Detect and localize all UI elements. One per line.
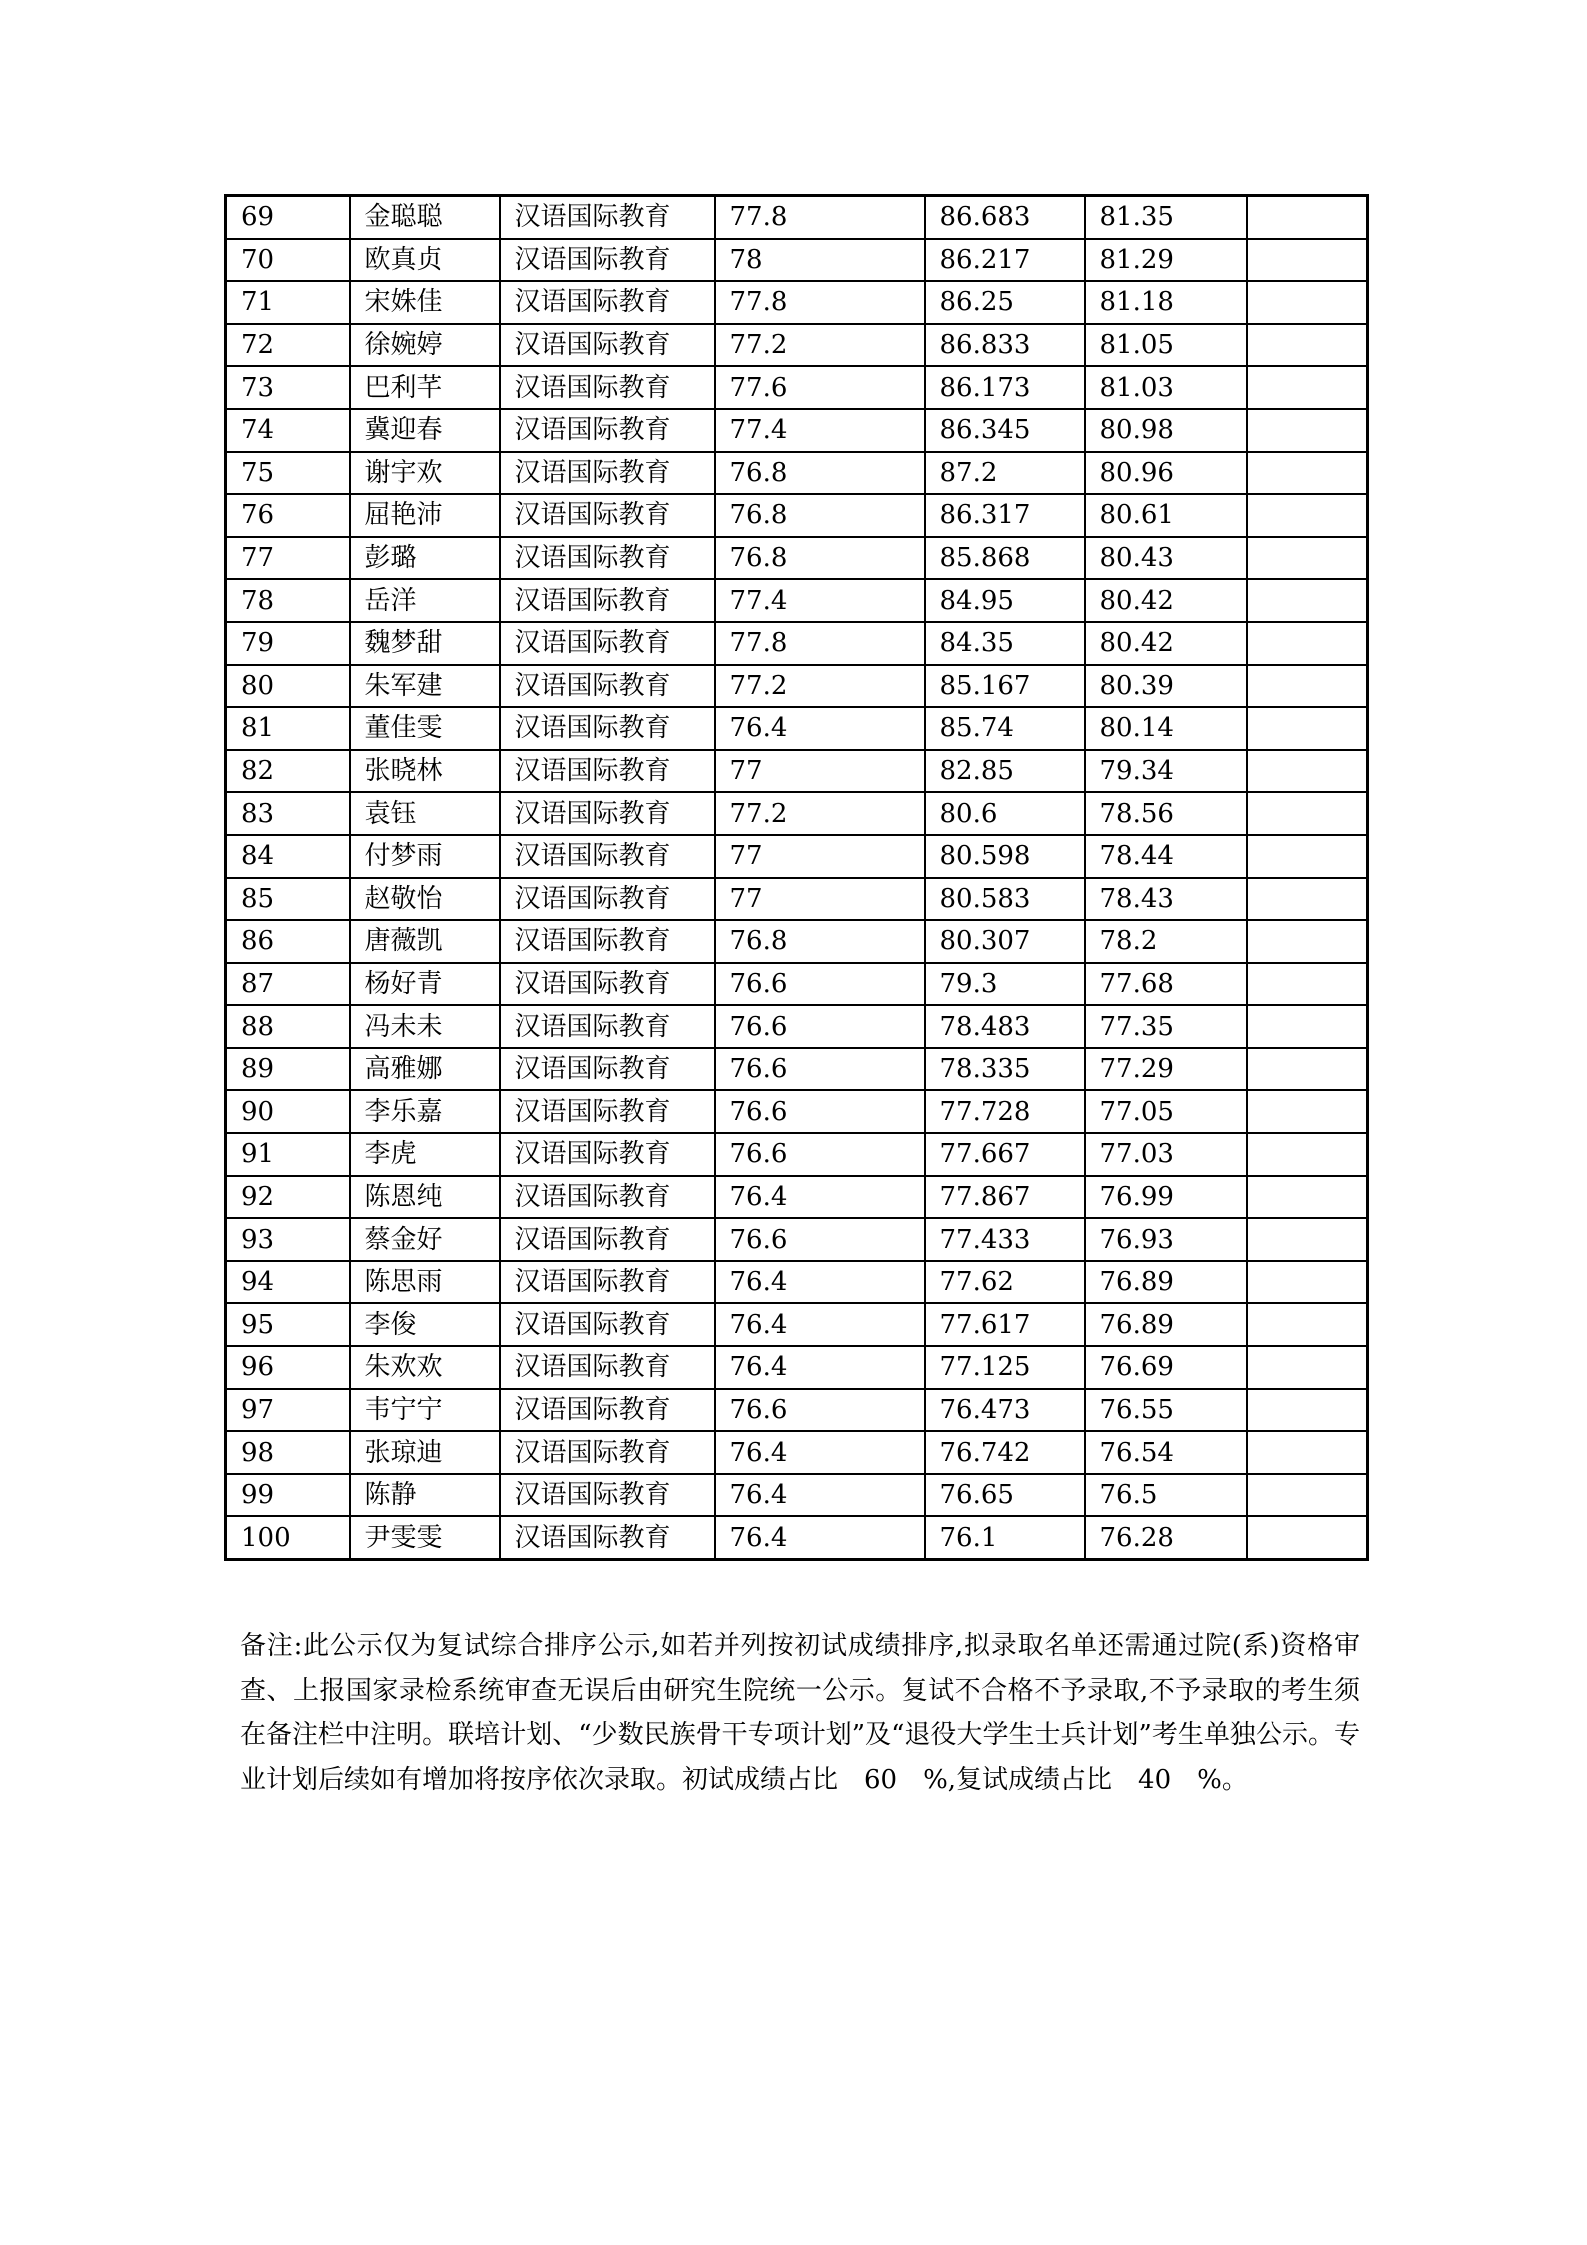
- cell-rank: 86: [226, 920, 350, 963]
- cell-major: 汉语国际教育: [500, 366, 715, 409]
- table-row: [226, 1133, 1368, 1176]
- table-row: [226, 1474, 1368, 1517]
- cell-initial-score: 76.4: [715, 1346, 925, 1389]
- cell-name: 陈思雨: [350, 1261, 500, 1304]
- cell-major: 汉语国际教育: [500, 281, 715, 324]
- cell-rank: 74: [226, 409, 350, 452]
- cell-major: 汉语国际教育: [500, 1176, 715, 1219]
- cell-initial-score: 76.8: [715, 452, 925, 495]
- cell-major: 汉语国际教育: [500, 835, 715, 878]
- cell-remark: [1247, 494, 1368, 537]
- cell-rank: 71: [226, 281, 350, 324]
- cell-total-score: 81.03: [1085, 366, 1247, 409]
- table-row: [226, 324, 1368, 367]
- cell-initial-score: 76.4: [715, 707, 925, 750]
- cell-retest-score: 86.683: [925, 196, 1085, 239]
- cell-initial-score: 78: [715, 239, 925, 282]
- table-row: [226, 239, 1368, 282]
- cell-name: 金聪聪: [350, 196, 500, 239]
- cell-name: 高雅娜: [350, 1048, 500, 1091]
- cell-rank: 87: [226, 963, 350, 1006]
- cell-initial-score: 76.6: [715, 1005, 925, 1048]
- table-row: [226, 622, 1368, 665]
- cell-name: 董佳雯: [350, 707, 500, 750]
- cell-rank: 94: [226, 1261, 350, 1304]
- cell-remark: [1247, 324, 1368, 367]
- cell-initial-score: 76.6: [715, 1133, 925, 1176]
- cell-total-score: 80.98: [1085, 409, 1247, 452]
- cell-remark: [1247, 1176, 1368, 1219]
- cell-initial-score: 76.4: [715, 1303, 925, 1346]
- cell-initial-score: 76.6: [715, 1090, 925, 1133]
- table-row: [226, 1303, 1368, 1346]
- cell-name: 屈艳沛: [350, 494, 500, 537]
- cell-initial-score: 77: [715, 750, 925, 793]
- cell-name: 李乐嘉: [350, 1090, 500, 1133]
- table-row: [226, 920, 1368, 963]
- table-row: [226, 963, 1368, 1006]
- cell-rank: 77: [226, 537, 350, 580]
- cell-major: 汉语国际教育: [500, 494, 715, 537]
- cell-rank: 78: [226, 579, 350, 622]
- cell-initial-score: 76.6: [715, 963, 925, 1006]
- cell-major: 汉语国际教育: [500, 1516, 715, 1559]
- table-row: [226, 1090, 1368, 1133]
- cell-total-score: 77.03: [1085, 1133, 1247, 1176]
- cell-total-score: 76.99: [1085, 1176, 1247, 1219]
- cell-rank: 83: [226, 792, 350, 835]
- cell-total-score: 77.68: [1085, 963, 1247, 1006]
- cell-initial-score: 76.4: [715, 1431, 925, 1474]
- cell-name: 袁钰: [350, 792, 500, 835]
- cell-major: 汉语国际教育: [500, 1431, 715, 1474]
- cell-rank: 79: [226, 622, 350, 665]
- cell-retest-score: 76.1: [925, 1516, 1085, 1559]
- cell-retest-score: 86.317: [925, 494, 1085, 537]
- cell-retest-score: 86.833: [925, 324, 1085, 367]
- cell-name: 宋姝佳: [350, 281, 500, 324]
- cell-remark: [1247, 366, 1368, 409]
- cell-major: 汉语国际教育: [500, 1048, 715, 1091]
- cell-remark: [1247, 1261, 1368, 1304]
- cell-total-score: 76.89: [1085, 1261, 1247, 1304]
- cell-name: 杨好青: [350, 963, 500, 1006]
- cell-rank: 97: [226, 1389, 350, 1432]
- cell-retest-score: 80.598: [925, 835, 1085, 878]
- cell-total-score: 80.61: [1085, 494, 1247, 537]
- cell-remark: [1247, 920, 1368, 963]
- cell-retest-score: 79.3: [925, 963, 1085, 1006]
- cell-retest-score: 86.173: [925, 366, 1085, 409]
- cell-remark: [1247, 239, 1368, 282]
- cell-retest-score: 82.85: [925, 750, 1085, 793]
- cell-major: 汉语国际教育: [500, 622, 715, 665]
- cell-total-score: 80.42: [1085, 579, 1247, 622]
- cell-name: 赵敬怡: [350, 878, 500, 921]
- cell-total-score: 79.34: [1085, 750, 1247, 793]
- cell-initial-score: 77.2: [715, 792, 925, 835]
- cell-remark: [1247, 750, 1368, 793]
- cell-retest-score: 85.868: [925, 537, 1085, 580]
- cell-retest-score: 87.2: [925, 452, 1085, 495]
- cell-total-score: 78.44: [1085, 835, 1247, 878]
- cell-rank: 82: [226, 750, 350, 793]
- cell-initial-score: 76.6: [715, 1218, 925, 1261]
- cell-initial-score: 77.4: [715, 579, 925, 622]
- cell-total-score: 76.93: [1085, 1218, 1247, 1261]
- cell-name: 朱军建: [350, 665, 500, 708]
- cell-rank: 69: [226, 196, 350, 239]
- cell-major: 汉语国际教育: [500, 1261, 715, 1304]
- cell-initial-score: 76.4: [715, 1261, 925, 1304]
- cell-remark: [1247, 281, 1368, 324]
- cell-name: 徐婉婷: [350, 324, 500, 367]
- cell-rank: 95: [226, 1303, 350, 1346]
- cell-name: 李虎: [350, 1133, 500, 1176]
- cell-major: 汉语国际教育: [500, 878, 715, 921]
- table-row: [226, 878, 1368, 921]
- cell-major: 汉语国际教育: [500, 792, 715, 835]
- cell-initial-score: 76.8: [715, 920, 925, 963]
- cell-retest-score: 86.25: [925, 281, 1085, 324]
- cell-total-score: 77.29: [1085, 1048, 1247, 1091]
- cell-name: 蔡金好: [350, 1218, 500, 1261]
- cell-initial-score: 77.2: [715, 665, 925, 708]
- cell-remark: [1247, 537, 1368, 580]
- cell-rank: 93: [226, 1218, 350, 1261]
- cell-initial-score: 77.8: [715, 196, 925, 239]
- cell-rank: 88: [226, 1005, 350, 1048]
- cell-remark: [1247, 1474, 1368, 1517]
- cell-rank: 91: [226, 1133, 350, 1176]
- cell-rank: 76: [226, 494, 350, 537]
- cell-retest-score: 85.74: [925, 707, 1085, 750]
- cell-initial-score: 76.8: [715, 537, 925, 580]
- table-row: [226, 1346, 1368, 1389]
- cell-remark: [1247, 878, 1368, 921]
- table-row: [226, 579, 1368, 622]
- cell-total-score: 76.28: [1085, 1516, 1247, 1559]
- cell-major: 汉语国际教育: [500, 1005, 715, 1048]
- cell-rank: 92: [226, 1176, 350, 1219]
- cell-total-score: 80.14: [1085, 707, 1247, 750]
- cell-name: 冯未未: [350, 1005, 500, 1048]
- cell-major: 汉语国际教育: [500, 452, 715, 495]
- table-row: [226, 1176, 1368, 1219]
- table-row: [226, 366, 1368, 409]
- cell-name: 唐薇凯: [350, 920, 500, 963]
- table-row: [226, 1261, 1368, 1304]
- cell-rank: 85: [226, 878, 350, 921]
- cell-retest-score: 86.345: [925, 409, 1085, 452]
- cell-initial-score: 77.2: [715, 324, 925, 367]
- cell-rank: 81: [226, 707, 350, 750]
- cell-remark: [1247, 792, 1368, 835]
- cell-rank: 89: [226, 1048, 350, 1091]
- cell-name: 魏梦甜: [350, 622, 500, 665]
- cell-major: 汉语国际教育: [500, 1303, 715, 1346]
- cell-initial-score: 76.6: [715, 1048, 925, 1091]
- cell-total-score: 81.29: [1085, 239, 1247, 282]
- cell-name: 付梦雨: [350, 835, 500, 878]
- cell-name: 朱欢欢: [350, 1346, 500, 1389]
- table-row: [226, 750, 1368, 793]
- cell-name: 岳洋: [350, 579, 500, 622]
- cell-rank: 90: [226, 1090, 350, 1133]
- cell-total-score: 81.18: [1085, 281, 1247, 324]
- cell-rank: 98: [226, 1431, 350, 1474]
- cell-major: 汉语国际教育: [500, 324, 715, 367]
- cell-rank: 70: [226, 239, 350, 282]
- cell-remark: [1247, 707, 1368, 750]
- score-table: [224, 194, 1369, 1561]
- cell-major: 汉语国际教育: [500, 579, 715, 622]
- cell-total-score: 81.05: [1085, 324, 1247, 367]
- cell-rank: 75: [226, 452, 350, 495]
- cell-initial-score: 77: [715, 835, 925, 878]
- cell-retest-score: 77.867: [925, 1176, 1085, 1219]
- cell-remark: [1247, 1005, 1368, 1048]
- cell-major: 汉语国际教育: [500, 963, 715, 1006]
- cell-remark: [1247, 1303, 1368, 1346]
- table-body: [226, 196, 1368, 1560]
- table-row: [226, 707, 1368, 750]
- cell-major: 汉语国际教育: [500, 1090, 715, 1133]
- table-row: [226, 196, 1368, 239]
- cell-total-score: 77.35: [1085, 1005, 1247, 1048]
- cell-retest-score: 78.335: [925, 1048, 1085, 1091]
- cell-initial-score: 77: [715, 878, 925, 921]
- table-row: [226, 409, 1368, 452]
- cell-retest-score: 77.125: [925, 1346, 1085, 1389]
- cell-retest-score: 77.617: [925, 1303, 1085, 1346]
- cell-remark: [1247, 835, 1368, 878]
- cell-initial-score: 77.8: [715, 622, 925, 665]
- cell-total-score: 76.89: [1085, 1303, 1247, 1346]
- table-row: [226, 1389, 1368, 1432]
- cell-major: 汉语国际教育: [500, 409, 715, 452]
- cell-remark: [1247, 409, 1368, 452]
- cell-name: 欧真贞: [350, 239, 500, 282]
- cell-remark: [1247, 1346, 1368, 1389]
- cell-total-score: 81.35: [1085, 196, 1247, 239]
- cell-retest-score: 86.217: [925, 239, 1085, 282]
- cell-rank: 84: [226, 835, 350, 878]
- cell-total-score: 76.54: [1085, 1431, 1247, 1474]
- cell-initial-score: 76.4: [715, 1516, 925, 1559]
- cell-rank: 72: [226, 324, 350, 367]
- cell-major: 汉语国际教育: [500, 1346, 715, 1389]
- cell-retest-score: 78.483: [925, 1005, 1085, 1048]
- cell-retest-score: 76.473: [925, 1389, 1085, 1432]
- table-row: [226, 452, 1368, 495]
- table-row: [226, 1431, 1368, 1474]
- cell-remark: [1247, 622, 1368, 665]
- cell-total-score: 80.42: [1085, 622, 1247, 665]
- cell-remark: [1247, 1090, 1368, 1133]
- cell-remark: [1247, 665, 1368, 708]
- cell-major: 汉语国际教育: [500, 750, 715, 793]
- cell-name: 陈静: [350, 1474, 500, 1517]
- table-row: [226, 537, 1368, 580]
- remark-note: 备注:此公示仅为复试综合排序公示,如若并列按初试成绩排序,拟录取名单还需通过院(系)资格审查、上报国家录检系统审查无误后由研究生院统一公示。复试不合格不予录取,不予录取的考生须在备注栏中注明。联培计划、“少数民族骨干专项计划”及“退役大学生士兵计划”考生单独公示。专业计划后续如有增加将按序依次录取。初试成绩占比 60 %,复试成绩占比 40 %。: [240, 1631, 1360, 1795]
- cell-retest-score: 80.583: [925, 878, 1085, 921]
- cell-rank: 73: [226, 366, 350, 409]
- cell-name: 张晓林: [350, 750, 500, 793]
- cell-name: 张琼迪: [350, 1431, 500, 1474]
- cell-initial-score: 76.8: [715, 494, 925, 537]
- cell-remark: [1247, 1431, 1368, 1474]
- cell-total-score: 77.05: [1085, 1090, 1247, 1133]
- table-row: [226, 835, 1368, 878]
- cell-retest-score: 80.6: [925, 792, 1085, 835]
- cell-remark: [1247, 452, 1368, 495]
- cell-total-score: 80.39: [1085, 665, 1247, 708]
- table-row: [226, 1048, 1368, 1091]
- cell-retest-score: 77.433: [925, 1218, 1085, 1261]
- cell-retest-score: 76.742: [925, 1431, 1085, 1474]
- cell-name: 陈恩纯: [350, 1176, 500, 1219]
- cell-retest-score: 80.307: [925, 920, 1085, 963]
- cell-total-score: 78.43: [1085, 878, 1247, 921]
- cell-initial-score: 76.4: [715, 1474, 925, 1517]
- table-row: [226, 1005, 1368, 1048]
- cell-rank: 80: [226, 665, 350, 708]
- cell-remark: [1247, 1048, 1368, 1091]
- cell-name: 李俊: [350, 1303, 500, 1346]
- cell-total-score: 76.69: [1085, 1346, 1247, 1389]
- cell-remark: [1247, 1516, 1368, 1559]
- cell-remark: [1247, 963, 1368, 1006]
- cell-retest-score: 84.95: [925, 579, 1085, 622]
- cell-name: 巴利芊: [350, 366, 500, 409]
- cell-remark: [1247, 1389, 1368, 1432]
- cell-total-score: 76.55: [1085, 1389, 1247, 1432]
- cell-major: 汉语国际教育: [500, 196, 715, 239]
- cell-initial-score: 76.6: [715, 1389, 925, 1432]
- cell-retest-score: 77.62: [925, 1261, 1085, 1304]
- cell-retest-score: 85.167: [925, 665, 1085, 708]
- cell-name: 彭璐: [350, 537, 500, 580]
- cell-remark: [1247, 1218, 1368, 1261]
- cell-remark: [1247, 579, 1368, 622]
- cell-total-score: 78.56: [1085, 792, 1247, 835]
- table-row: [226, 281, 1368, 324]
- cell-major: 汉语国际教育: [500, 1474, 715, 1517]
- cell-total-score: 80.43: [1085, 537, 1247, 580]
- cell-major: 汉语国际教育: [500, 1389, 715, 1432]
- cell-total-score: 76.5: [1085, 1474, 1247, 1517]
- cell-retest-score: 77.728: [925, 1090, 1085, 1133]
- cell-name: 尹雯雯: [350, 1516, 500, 1559]
- table-row: [226, 494, 1368, 537]
- cell-major: 汉语国际教育: [500, 1218, 715, 1261]
- table-row: [226, 665, 1368, 708]
- cell-initial-score: 77.8: [715, 281, 925, 324]
- table-row: [226, 792, 1368, 835]
- cell-major: 汉语国际教育: [500, 1133, 715, 1176]
- table-row: [226, 1516, 1368, 1559]
- cell-initial-score: 77.4: [715, 409, 925, 452]
- cell-initial-score: 76.4: [715, 1176, 925, 1219]
- cell-initial-score: 77.6: [715, 366, 925, 409]
- cell-rank: 96: [226, 1346, 350, 1389]
- cell-remark: [1247, 196, 1368, 239]
- cell-rank: 99: [226, 1474, 350, 1517]
- cell-retest-score: 76.65: [925, 1474, 1085, 1517]
- cell-total-score: 78.2: [1085, 920, 1247, 963]
- cell-remark: [1247, 1133, 1368, 1176]
- cell-name: 谢宇欢: [350, 452, 500, 495]
- cell-retest-score: 84.35: [925, 622, 1085, 665]
- table-row: [226, 1218, 1368, 1261]
- cell-name: 冀迎春: [350, 409, 500, 452]
- cell-major: 汉语国际教育: [500, 920, 715, 963]
- cell-name: 韦宁宁: [350, 1389, 500, 1432]
- cell-major: 汉语国际教育: [500, 707, 715, 750]
- cell-major: 汉语国际教育: [500, 239, 715, 282]
- cell-rank: 100: [226, 1516, 350, 1559]
- cell-major: 汉语国际教育: [500, 665, 715, 708]
- cell-retest-score: 77.667: [925, 1133, 1085, 1176]
- cell-major: 汉语国际教育: [500, 537, 715, 580]
- cell-total-score: 80.96: [1085, 452, 1247, 495]
